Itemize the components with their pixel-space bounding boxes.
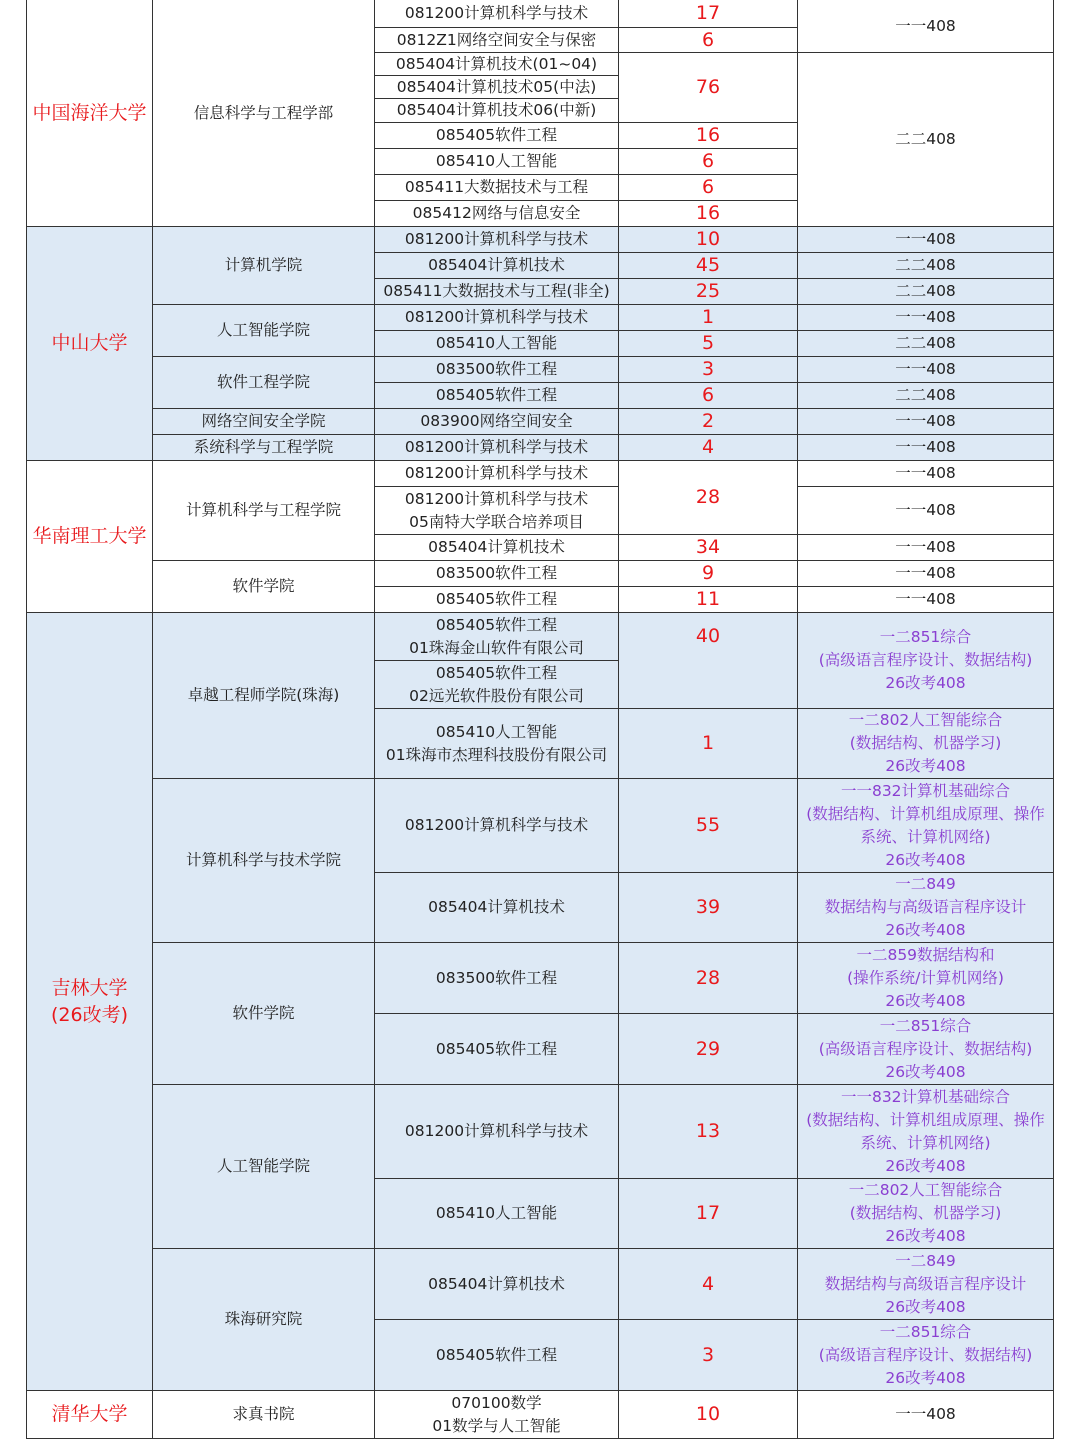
- major-name: 085410人工智能: [435, 334, 558, 352]
- major-name: 085404计算机技术: [428, 1274, 565, 1293]
- university-name: 吉林大学: [51, 976, 128, 999]
- university-name: 中国海洋大学: [32, 101, 147, 124]
- department-name: 软件工程学院: [216, 373, 310, 391]
- major-name: 0812Z1网络空间安全与保密: [396, 30, 597, 49]
- exam-subject: 一一408: [895, 360, 956, 378]
- exam-cell: [798, 279, 1054, 305]
- quota-cell: [619, 53, 798, 123]
- major-cell: [375, 305, 619, 331]
- major-name: 085404计算机技术: [428, 898, 565, 916]
- exam-cell: [798, 613, 1054, 709]
- exam-subject: (操作系统/计算机网络): [847, 968, 1004, 987]
- exam-subject: 26改考408: [885, 757, 966, 775]
- exam-subject: 一一832计算机基础综合: [840, 1087, 1011, 1106]
- quota-value: 17: [695, 1202, 721, 1224]
- major-cell: [375, 1391, 619, 1439]
- major-name: 081200计算机科学与技术: [404, 1122, 589, 1140]
- exam-cell: [798, 487, 1054, 535]
- quota-value: 9: [701, 562, 715, 584]
- quota-cell: [619, 1085, 798, 1179]
- major-name: 085405软件工程: [435, 663, 558, 682]
- major-cell: [375, 76, 619, 99]
- major-name: 083500软件工程: [435, 968, 558, 987]
- quota-cell: [619, 873, 798, 943]
- major-cell: [375, 253, 619, 279]
- exam-cell: [798, 253, 1054, 279]
- department-cell: [153, 0, 375, 227]
- quota-cell: [619, 279, 798, 305]
- exam-cell: [798, 779, 1054, 873]
- exam-subject: 一一832计算机基础综合: [840, 781, 1011, 800]
- quota-cell: [619, 28, 798, 53]
- major-cell: [375, 535, 619, 561]
- quota-value: 45: [695, 254, 721, 276]
- major-cell: [375, 53, 619, 76]
- major-cell: [375, 149, 619, 175]
- major-cell: [375, 1085, 619, 1179]
- quota-cell: [619, 201, 798, 227]
- major-cell: [375, 383, 619, 409]
- exam-subject: (数据结构、计算机组成原理、操作: [806, 1110, 1045, 1129]
- university-cell: [26, 227, 153, 461]
- exam-cell: [798, 331, 1054, 357]
- major-name: 085405软件工程: [435, 1039, 558, 1058]
- major-name: 01数学与人工智能: [432, 1416, 561, 1435]
- exam-subject: 一一408: [895, 590, 956, 608]
- department-cell: [153, 357, 375, 409]
- exam-cell: [798, 227, 1054, 253]
- major-cell: [375, 331, 619, 357]
- major-name: 085405软件工程: [435, 126, 558, 144]
- department-cell: [153, 461, 375, 561]
- exam-cell: [798, 1249, 1054, 1320]
- university-name: 中山大学: [51, 332, 128, 354]
- department-name: 人工智能学院: [216, 1157, 310, 1175]
- department-name: 网络空间安全学院: [201, 412, 326, 430]
- quota-cell: [619, 305, 798, 331]
- major-cell: [375, 175, 619, 201]
- exam-cell: [798, 1391, 1054, 1439]
- quota-value: 10: [695, 228, 721, 250]
- major-name: 01珠海市杰理科技股份有限公司: [385, 745, 608, 764]
- exam-cell: [798, 873, 1054, 943]
- exam-subject: 26改考408: [885, 1227, 966, 1245]
- exam-subject: 一一408: [895, 564, 956, 582]
- exam-subject: (高级语言程序设计、数据结构): [818, 1345, 1033, 1364]
- major-name: 085410人工智能: [435, 722, 558, 741]
- exam-cell: [798, 461, 1054, 487]
- exam-subject: 一一408: [895, 230, 956, 248]
- department-cell: [153, 409, 375, 435]
- exam-cell: [798, 305, 1054, 331]
- department-name: 计算机科学与技术学院: [185, 851, 341, 869]
- exam-cell: [798, 435, 1054, 461]
- quota-value: 6: [701, 176, 715, 198]
- exam-cell: [798, 709, 1054, 779]
- major-name: 070100数学: [451, 1393, 542, 1412]
- exam-subject: 系统、计算机网络): [860, 1133, 991, 1152]
- major-cell: [375, 227, 619, 253]
- quota-value: 25: [695, 280, 721, 302]
- quota-value: 76: [695, 76, 721, 98]
- exam-cell: [798, 587, 1054, 613]
- quota-cell: [619, 175, 798, 201]
- department-cell: [153, 1085, 375, 1249]
- major-cell: [375, 201, 619, 227]
- quota-value: 55: [695, 814, 721, 836]
- department-cell: [153, 943, 375, 1085]
- university-name: 华南理工大学: [32, 525, 147, 547]
- exam-cell: [798, 0, 1054, 53]
- exam-subject: 一一408: [895, 438, 956, 456]
- quota-cell: [619, 587, 798, 613]
- quota-value: 6: [701, 384, 715, 406]
- exam-subject: 数据结构与高级语言程序设计: [824, 898, 1027, 916]
- quota-value: 1: [701, 306, 715, 328]
- exam-subject: 26改考408: [885, 991, 966, 1010]
- university-cell: [26, 1391, 153, 1439]
- department-name: 信息科学与工程学部: [193, 103, 334, 122]
- major-name: 085404计算机技术: [428, 538, 565, 556]
- quota-value: 2: [701, 410, 715, 432]
- major-name: 085404计算机技术05(中法): [396, 77, 597, 96]
- exam-subject: 一一408: [895, 538, 956, 556]
- department-name: 珠海研究院: [224, 1310, 303, 1328]
- exam-cell: [798, 1320, 1054, 1391]
- department-cell: [153, 779, 375, 943]
- quota-value: 3: [701, 1343, 715, 1366]
- major-name: 083500软件工程: [435, 360, 558, 378]
- exam-subject: 一二851综合: [879, 628, 972, 646]
- quota-value: 10: [695, 1403, 721, 1425]
- quota-cell: [619, 435, 798, 461]
- exam-subject: (高级语言程序设计、数据结构): [818, 1039, 1033, 1058]
- major-cell: [375, 279, 619, 305]
- exam-subject: 一一408: [895, 464, 956, 482]
- department-name: 计算机科学与工程学院: [185, 501, 341, 519]
- major-cell: [375, 409, 619, 435]
- major-name: 085404计算机技术: [428, 256, 565, 274]
- quota-value: 17: [695, 2, 721, 24]
- major-name: 085404计算机技术(01~04): [395, 54, 598, 73]
- quota-cell: [619, 409, 798, 435]
- major-name: 085410人工智能: [435, 1204, 558, 1222]
- department-cell: [153, 305, 375, 357]
- major-cell: [375, 561, 619, 587]
- major-name: 085410人工智能: [435, 152, 558, 170]
- exam-subject: 一二849: [895, 875, 956, 893]
- quota-value: 6: [701, 150, 715, 172]
- quota-value: 4: [701, 436, 715, 458]
- exam-subject: 26改考408: [885, 921, 966, 939]
- quota-cell: [619, 779, 798, 873]
- major-name: 085405软件工程: [435, 386, 558, 404]
- major-cell: [375, 943, 619, 1014]
- exam-subject: (数据结构、计算机组成原理、操作: [806, 804, 1045, 823]
- university-name: (26改考): [50, 1003, 128, 1026]
- exam-subject: 二二408: [895, 386, 956, 404]
- quota-cell: [619, 357, 798, 383]
- quota-cell: [619, 613, 798, 709]
- quota-value: 29: [695, 1037, 721, 1060]
- quota-value: 40: [695, 625, 721, 647]
- department-cell: [153, 227, 375, 305]
- department-name: 软件学院: [232, 1004, 295, 1022]
- exam-subject: 26改考408: [885, 1156, 966, 1175]
- major-name: 085411大数据技术与工程(非全): [383, 282, 610, 300]
- major-cell: [375, 709, 619, 779]
- exam-subject: 一二859数据结构和: [856, 945, 995, 964]
- major-name: 081200计算机科学与技术: [404, 816, 589, 834]
- major-cell: [375, 357, 619, 383]
- major-cell: [375, 1249, 619, 1320]
- quota-cell: [619, 1179, 798, 1249]
- exam-cell: [798, 1179, 1054, 1249]
- exam-subject: 一一408: [895, 308, 956, 326]
- major-cell: [375, 435, 619, 461]
- department-cell: [153, 613, 375, 779]
- major-name: 085411大数据技术与工程: [404, 178, 589, 196]
- exam-subject: 一二851综合: [879, 1016, 972, 1035]
- major-cell: [375, 661, 619, 709]
- exam-subject: (数据结构、机器学习): [849, 734, 1002, 752]
- quota-value: 5: [701, 332, 715, 354]
- quota-value: 34: [695, 536, 721, 558]
- exam-subject: (高级语言程序设计、数据结构): [818, 651, 1033, 669]
- major-cell: [375, 461, 619, 487]
- quota-cell: [619, 1391, 798, 1439]
- university-cell: [26, 0, 153, 227]
- exam-subject: 数据结构与高级语言程序设计: [824, 1274, 1027, 1293]
- quota-cell: [619, 709, 798, 779]
- major-cell: [375, 587, 619, 613]
- department-name: 求真书院: [232, 1405, 295, 1423]
- department-cell: [153, 1391, 375, 1439]
- major-cell: [375, 873, 619, 943]
- quota-cell: [619, 227, 798, 253]
- quota-value: 39: [695, 896, 721, 918]
- exam-subject: 一二851综合: [879, 1322, 972, 1341]
- major-cell: [375, 0, 619, 28]
- major-name: 081200计算机科学与技术: [404, 4, 589, 22]
- quota-value: 11: [695, 588, 721, 610]
- exam-cell: [798, 409, 1054, 435]
- quota-cell: [619, 1014, 798, 1085]
- quota-value: 16: [695, 124, 721, 146]
- quota-cell: [619, 149, 798, 175]
- quota-cell: [619, 1249, 798, 1320]
- quota-cell: [619, 0, 798, 28]
- major-name: 083900网络空间安全: [420, 412, 573, 430]
- major-name: 083500软件工程: [435, 564, 558, 582]
- exam-subject: 一二849: [895, 1251, 956, 1270]
- exam-subject: 一一408: [895, 501, 956, 519]
- quota-cell: [619, 383, 798, 409]
- major-name: 081200计算机科学与技术: [404, 230, 589, 248]
- major-name: 085405软件工程: [435, 615, 558, 634]
- exam-subject: 二二408: [895, 282, 956, 300]
- exam-subject: 26改考408: [885, 1297, 966, 1316]
- quota-value: 28: [695, 486, 721, 508]
- major-name: 085405软件工程: [435, 1345, 558, 1364]
- exam-cell: [798, 943, 1054, 1014]
- major-name: 02远光软件股份有限公司: [409, 686, 584, 705]
- exam-subject: 26改考408: [885, 674, 966, 692]
- quota-cell: [619, 461, 798, 535]
- quota-value: 6: [701, 28, 715, 51]
- major-cell: [375, 123, 619, 149]
- major-name: 085405软件工程: [435, 590, 558, 608]
- department-cell: [153, 561, 375, 613]
- major-cell: [375, 779, 619, 873]
- quota-value: 4: [701, 1272, 715, 1295]
- department-name: 系统科学与工程学院: [193, 438, 334, 456]
- exam-cell: [798, 383, 1054, 409]
- quota-cell: [619, 1320, 798, 1391]
- exam-cell: [798, 53, 1054, 227]
- quota-value: 16: [695, 202, 721, 224]
- major-name: 081200计算机科学与技术: [404, 489, 589, 508]
- quota-cell: [619, 123, 798, 149]
- major-name: 085412网络与信息安全: [412, 204, 581, 222]
- major-name: 085404计算机技术06(中新): [396, 101, 597, 119]
- exam-subject: (数据结构、机器学习): [849, 1204, 1002, 1222]
- major-cell: [375, 1014, 619, 1085]
- university-cell: [26, 613, 153, 1391]
- quota-value: 3: [701, 358, 715, 380]
- quota-cell: [619, 535, 798, 561]
- exam-subject: 一一408: [895, 16, 956, 35]
- department-cell: [153, 435, 375, 461]
- major-cell: [375, 487, 619, 535]
- exam-subject: 26改考408: [885, 850, 966, 869]
- exam-cell: [798, 535, 1054, 561]
- quota-cell: [619, 331, 798, 357]
- exam-cell: [798, 561, 1054, 587]
- exam-subject: 一一408: [895, 1405, 956, 1423]
- exam-subject: 26改考408: [885, 1368, 966, 1387]
- exam-cell: [798, 357, 1054, 383]
- major-name: 081200计算机科学与技术: [404, 308, 589, 326]
- department-cell: [153, 1249, 375, 1391]
- department-name: 人工智能学院: [216, 321, 310, 339]
- exam-subject: 26改考408: [885, 1062, 966, 1081]
- exam-subject: 二二408: [895, 334, 956, 352]
- major-name: 081200计算机科学与技术: [404, 464, 589, 482]
- exam-subject: 一二802人工智能综合: [848, 711, 1003, 729]
- major-cell: [375, 1320, 619, 1391]
- quota-cell: [619, 561, 798, 587]
- department-name: 软件学院: [232, 577, 295, 595]
- exam-subject: 系统、计算机网络): [860, 827, 991, 846]
- major-name: 05南特大学联合培养项目: [409, 512, 584, 531]
- major-cell: [375, 1179, 619, 1249]
- exam-subject: 二二408: [895, 130, 956, 148]
- exam-cell: [798, 1014, 1054, 1085]
- quota-cell: [619, 253, 798, 279]
- quota-value: 28: [695, 966, 721, 989]
- university-cell: [26, 461, 153, 613]
- department-name: 卓越工程师学院(珠海): [187, 686, 340, 704]
- department-name: 计算机学院: [224, 256, 303, 274]
- quota-value: 13: [695, 1120, 721, 1142]
- exam-cell: [798, 1085, 1054, 1179]
- major-cell: [375, 613, 619, 661]
- major-name: 081200计算机科学与技术: [404, 438, 589, 456]
- major-name: 01珠海金山软件有限公司: [409, 638, 584, 657]
- exam-subject: 一二802人工智能综合: [848, 1181, 1003, 1199]
- exam-subject: 一一408: [895, 412, 956, 430]
- major-cell: [375, 28, 619, 53]
- university-name: 清华大学: [51, 1403, 128, 1425]
- quota-value: 1: [701, 732, 715, 754]
- major-cell: [375, 99, 619, 123]
- exam-subject: 二二408: [895, 256, 956, 274]
- quota-cell: [619, 943, 798, 1014]
